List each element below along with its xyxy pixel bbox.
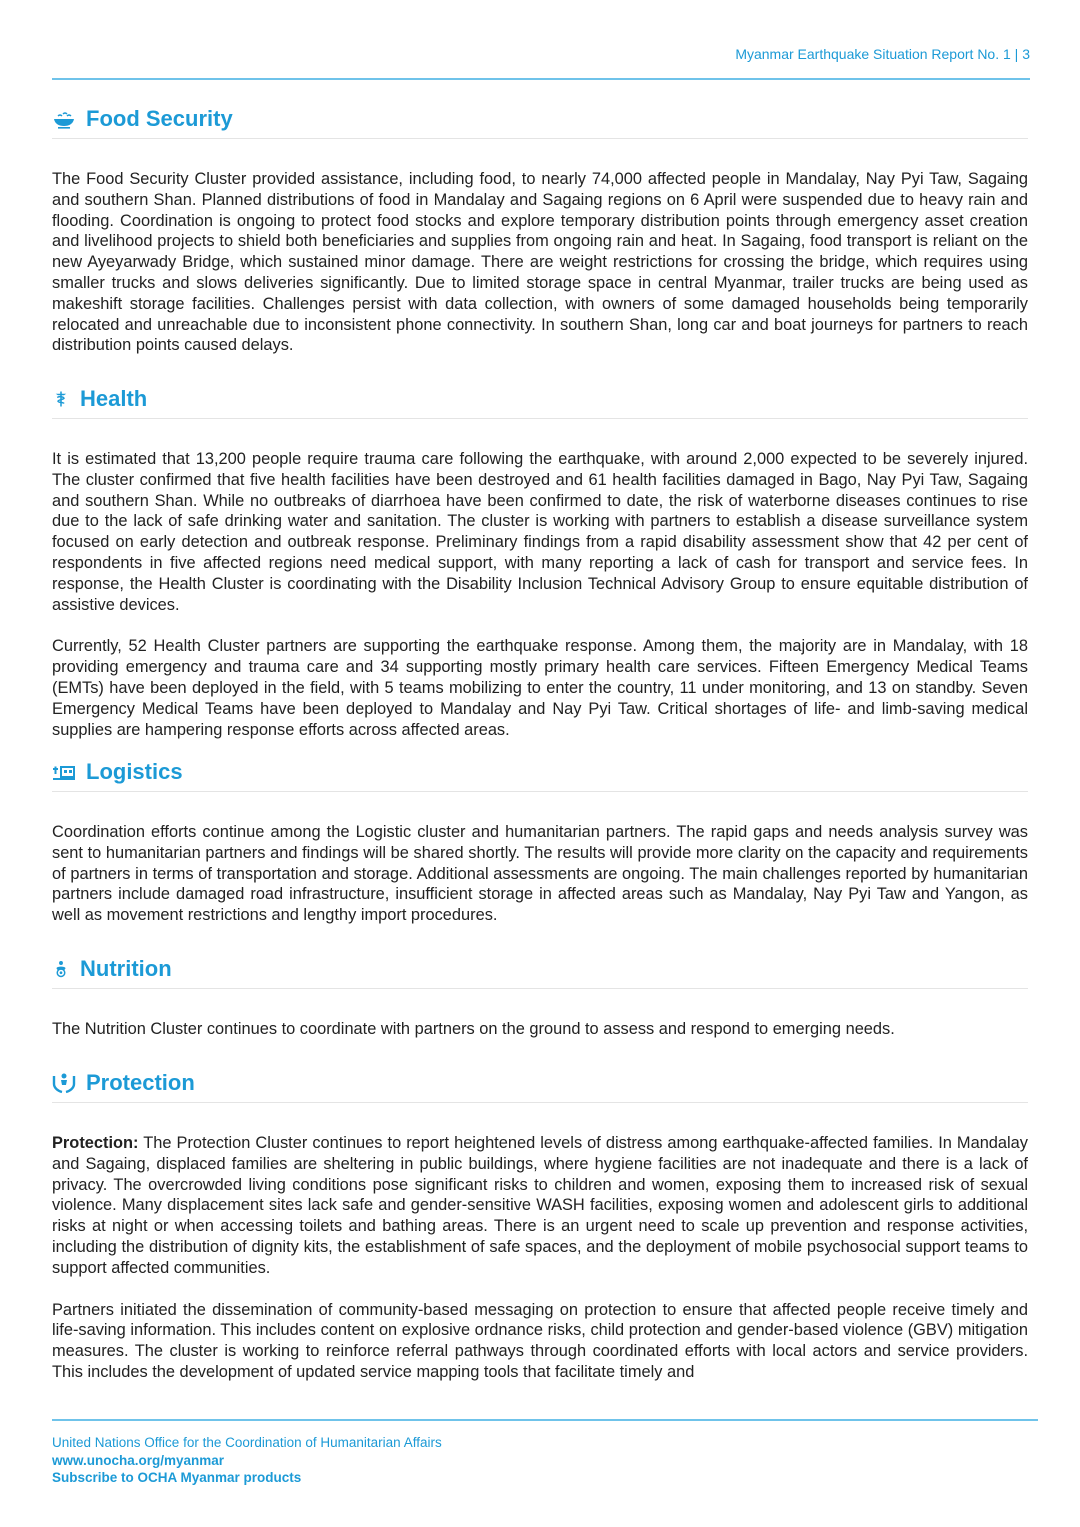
section-title: Logistics xyxy=(86,759,183,784)
paragraph: The Nutrition Cluster continues to coordinate with partners on the ground to assess and respond to emerging needs. xyxy=(52,1020,895,1038)
section-title: Nutrition xyxy=(80,956,172,981)
footer-org: United Nations Office for the Coordination of Humanitarian Affairs xyxy=(52,1435,442,1450)
section-title: Food Security xyxy=(86,106,233,131)
nutrition-mother-child-icon xyxy=(52,957,70,981)
report-header: Myanmar Earthquake Situation Report No. 1 | 3 xyxy=(735,46,1030,62)
section-header xyxy=(52,1068,1028,1103)
section-protection xyxy=(52,1068,1028,1383)
section-header xyxy=(52,954,1028,989)
section-nutrition xyxy=(52,954,1028,1040)
food-bowl-icon xyxy=(52,107,76,131)
paragraph: Currently, 52 Health Cluster partners are supporting the earthquake response. Among them, the majority are in Mandalay, with 18 providing emergency and trauma care and 34 supporting mostly primary health care services. Fifteen Emergency Medical Teams (EMTs) have been deployed in the field, with 5 teams mobilizing to enter the country, 11 under monitoring, and 13 on standby. Seven Emergency Medical Teams have been deployed to Mandalay and Nay Pyi Taw. Critical shortages of life- and limb-saving medical supplies are hampering response efforts across affected areas. xyxy=(52,637,1028,739)
section-health xyxy=(52,384,1028,740)
section-title: Protection xyxy=(86,1070,195,1095)
section-title: Health xyxy=(80,386,148,411)
paragraph xyxy=(52,1133,1028,1279)
section-header xyxy=(52,384,1028,419)
paragraph: The Food Security Cluster provided assistance, including food, to nearly 74,000 affected people in Mandalay, Nay Pyi Taw, Sagaing and southern Shan. Planned distributions of food in Mandalay and Sagaing regions on 6 April were suspended due to heavy rain and flooding. Coordination is ongoing to protect food stocks and explore temporary distribution points through emergency asset creation and livelihood projects to shield both beneficiaries and supplies from ongoing rain and heat. In Sagaing, food transport is reliant on the new Ayeyarwady Bridge, which sustained minor damage. There are weight restrictions for crossing the bridge, which requires using smaller trucks and slows deliveries significantly. Due to limited storage space in central Myanmar, trailer trucks are being used as makeshift storage facilities. Challenges persist with data collection, with owners of some damaged households being temporarily relocated and unreachable due to inconsistent phone connectivity. In southern Shan, long car and boat journeys for partners to reach distribution points caused delays. xyxy=(52,170,1028,355)
footer-divider xyxy=(52,1419,1038,1421)
header-divider xyxy=(52,78,1030,80)
footer xyxy=(52,1434,442,1487)
section-header xyxy=(52,757,1028,792)
section-header xyxy=(52,104,1028,139)
footer-subscribe-link[interactable]: Subscribe to OCHA Myanmar products xyxy=(52,1470,302,1485)
caduceus-icon xyxy=(52,387,70,411)
paragraph: It is estimated that 13,200 people require trauma care following the earthquake, with around 2,000 expected to be severely injured. The cluster confirmed that five health facilities have been destroyed and 61 health facilities damaged in Bago, Nay Pyi Taw, Sagaing and southern Shan. While no outbreaks of diarrhoea have been confirmed to date, the risk of waterborne diseases continues to rise due to the lack of safe drinking water and sanitation. The cluster is working with partners to establish a disease surveillance system focused on early detection and outbreak response. Preliminary findings from a rapid disability assessment show that 42 per cent of respondents in five affected regions need medical support, with many reporting a lack of cash for transport and service fees. In response, the Health Cluster is coordinating with the Disability Inclusion Technical Advisory Group to ensure equitable distribution of assistive devices. xyxy=(52,450,1028,614)
logistics-truck-icon xyxy=(52,760,76,784)
section-logistics xyxy=(52,757,1028,926)
footer-url-link[interactable]: www.unocha.org/myanmar xyxy=(52,1452,225,1468)
paragraph: Coordination efforts continue among the Logistic cluster and humanitarian partners. The rapid gaps and needs analysis survey was sent to humanitarian partners and findings will be shared shortly. The results will provide more clarity on the capacity and requirements of partners in terms of transportation and storage. Additional assessments are ongoing. The main challenges reported by humanitarian partners include damaged road infrastructure, insufficient storage in affected areas such as Mandalay, Nay Pyi Taw and Yangon, as well as movement restrictions and lengthy import procedures. xyxy=(52,823,1028,925)
protection-hands-icon xyxy=(52,1071,76,1095)
paragraph-text: The Protection Cluster continues to report heightened levels of distress among earthquake-affected families. In Mandalay and Sagaing, displaced families are sheltering in public buildings, where hygiene facilities are not inadequate and there is a lack of privacy. The overcrowded living conditions pose significant risks to children and women, exposing them to increased risk of sexual violence. Many displacement sites lack safe and gender-sensitive WASH facilities, exposing women and adolescent girls to additional risks at night or when accessing toilets and bathing areas. There is an urgent need to scale up prevention and response activities, including the distribution of dignity kits, the establishment of safe spaces, and the deployment of mobile psychosocial support teams to support affected communities. xyxy=(52,1134,1028,1277)
paragraph: Partners initiated the dissemination of community-based messaging on protection to ensure that affected people receive timely and life-saving information. This includes content on explosive ordnance risks, child protection and gender-based violence (GBV) mitigation measures. The cluster is working to reinforce referral pathways through coordinated efforts with local actors and service providers. This includes the development of updated service mapping tools that facilitate timely and xyxy=(52,1300,1028,1381)
section-food-security xyxy=(52,104,1028,356)
paragraph-lead: Protection: xyxy=(52,1134,139,1152)
